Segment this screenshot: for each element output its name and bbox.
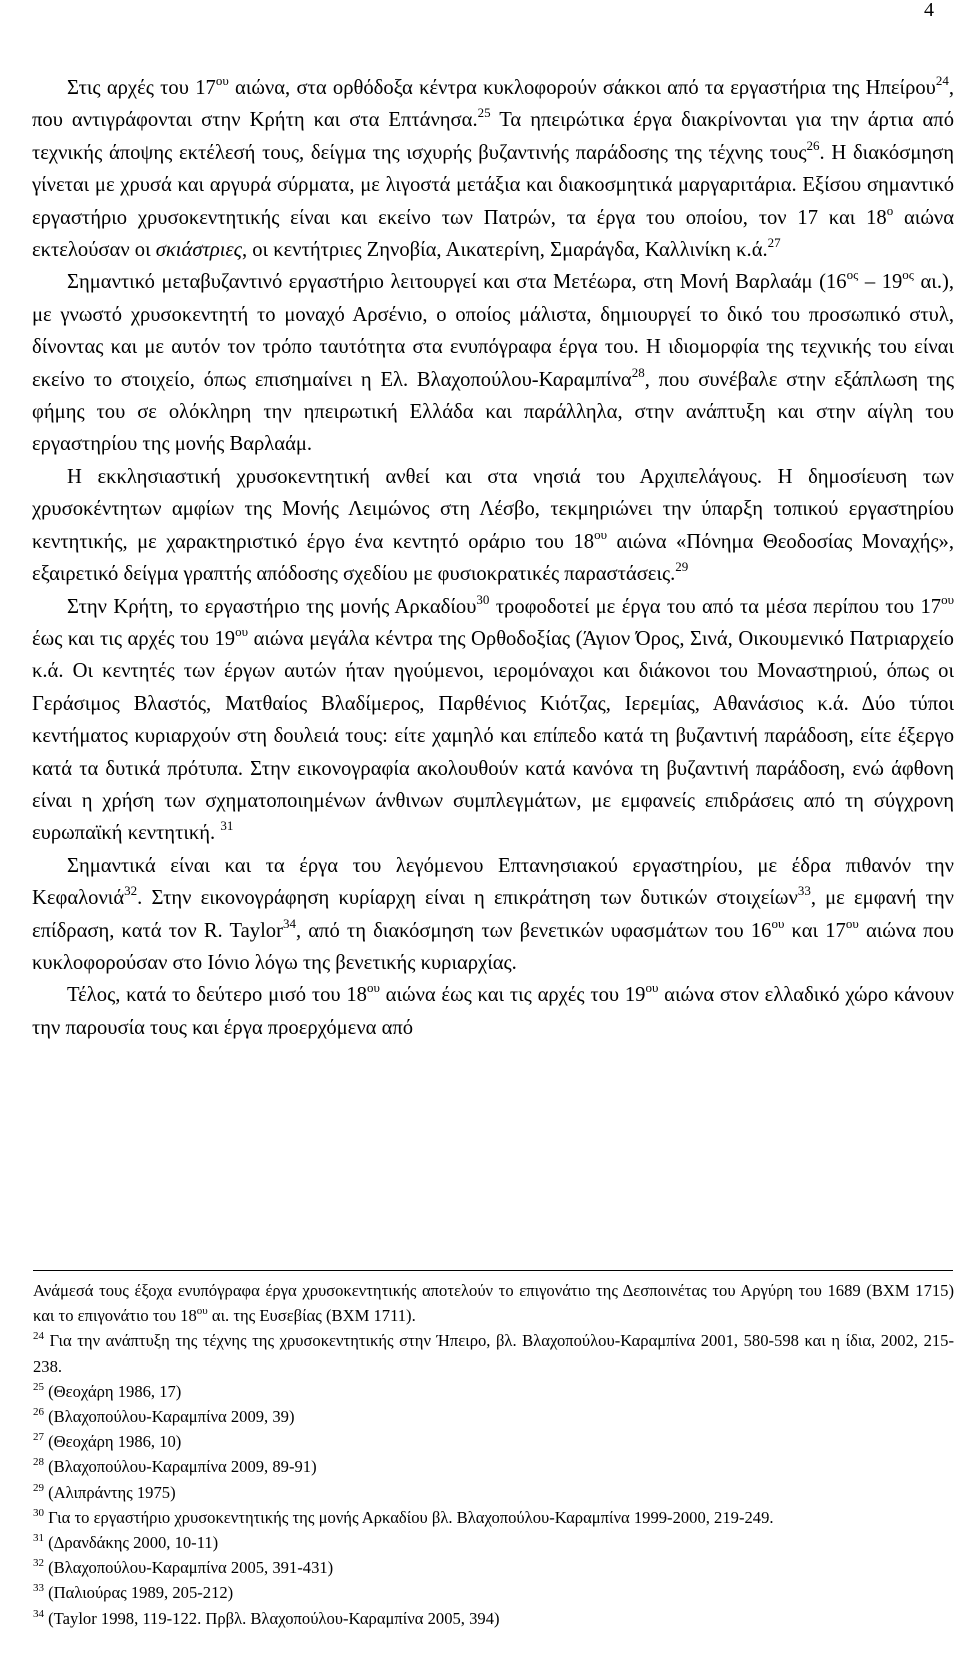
text-run: (Θεοχάρη 1986, 10) (44, 1432, 182, 1452)
text-run: (Αλιπράντης 1975) (44, 1482, 176, 1502)
text-run: αιώνα «Πόνημα Θεοδοσίας Μοναχής», εξαιρετικό δείγμα γραπτής απόδοσης σχεδίου με φυσιοκρατικές παραστάσεις. (32, 530, 954, 586)
footnote-ref: 33 (797, 883, 811, 899)
text-run: αι.), με γνωστό χρυσοκεντητή το μοναχό Αρσένιο, ο οποίος μάλιστα, δημιουργεί το δικό του προσωπικό στυλ, δίνοντας και με αυτόν τον τρόπο ταυτότητα στα ενυπόγραφα έργα του. Η ιδιομορφία της τεχνικής του είναι εκείνο το στοιχείο, όπως επισημαίνει η Ελ. Βλαχοπούλου-Καραμπίνα (32, 271, 955, 391)
footnote-ref: ου (645, 980, 659, 996)
footnote-ref: ου (941, 591, 954, 607)
paragraph (32, 979, 954, 1044)
footnote-ref: 25 (33, 1380, 44, 1393)
footnotes (33, 1278, 954, 1631)
footnote-ref: 32 (124, 883, 138, 899)
text-run: αιώνα, στα ορθόδοξα κέντρα κυκλοφορούν σάκκοι από τα εργαστήρια της Ηπείρου (228, 77, 936, 99)
footnote-ref: ου (215, 73, 229, 88)
text-run: έως και τις αρχές του 19 (32, 627, 236, 650)
text-run: (Βλαχοπούλου-Καραμπίνα 2005, 391-431) (44, 1558, 334, 1578)
text-run: Η εκκλησιαστική χρυσοκεντητική ανθεί και στα νησιά του Αρχιπελάγους. Η δημοσίευση των χρυσοκέντητων αμφίων της Μονής Λειμώνος στη Λέσβο, τεκμηριώνει την ύπαρξη τοπικού εργαστηρίου κεντητικής, με χαρακτηριστικό έργο ένα κεντητό οράριο του 18 (32, 465, 954, 553)
text-run: (Παλιούρας 1989, 205-212) (44, 1583, 234, 1603)
text-run: Για την ανάπτυξη της τέχνης της χρυσοκεντητικής στην Ήπειρο, βλ. Βλαχοπούλου-Καραμπίνα 2001, 580-598 και η ίδια, 2002, 215-238. (33, 1331, 954, 1376)
footnote-ref: 29 (33, 1481, 44, 1494)
footnote (33, 1454, 954, 1479)
footnote-ref: 24 (33, 1330, 44, 1343)
text-run: Ανάμεσά τους έξοχα ενυπόγραφα έργα χρυσοκεντητικής αποτελούν το επιγονάτιο της Δεσποινέτας του Αργύρη του 1689 (ΒΧΜ 1715) και το επιγονάτιο του 18 (33, 1281, 954, 1326)
footnote (33, 1328, 954, 1378)
text-run: Τα ηπειρώτικα έργα διακρίνονται για την άρτια από τεχνικής άποψης εκτέλεσή τους, δείγμα της ισχυρής βυζαντινής παράδοσης της τέχνης τους (32, 109, 954, 164)
footnote-ref: ου (771, 915, 785, 931)
body-text (32, 72, 954, 1044)
footnote-ref: 30 (33, 1506, 44, 1519)
text-run: , από τη διακόσμηση των βενετικών υφασμάτων του 16 (295, 919, 772, 942)
text-run: αιώνα έως και τις αρχές του 19 (379, 984, 646, 1007)
text-run: Στην Κρήτη, το εργαστήριο της μονής Αρκαδίου (67, 595, 477, 618)
paragraph (32, 266, 954, 460)
footnote-ref: 34 (33, 1607, 44, 1620)
footnote (33, 1278, 954, 1328)
footnote (33, 1404, 954, 1429)
footnote (33, 1480, 954, 1505)
footnote-ref: ου (845, 915, 859, 931)
text-run: , που συνέβαλε στην εξάπλωση της φήμης του σε ολόκληρη την ηπειρωτική Ελλάδα και παράλληλα, στην ανάπτυξη και στην αίγλη του εργαστηρίου της μονής Βαρλαάμ. (32, 368, 954, 456)
paragraph (32, 72, 954, 266)
footnote-ref: 31 (33, 1532, 44, 1545)
text-run: αιώνα που κυκλοφορούσαν στο Ιόνιο λόγω της βενετικής κυριαρχίας. (32, 919, 954, 974)
footnote (33, 1530, 954, 1555)
text-run: (Βλαχοπούλου-Καραμπίνα 2009, 89-91) (44, 1457, 317, 1477)
text-run: , οι κεντήτριες Ζηνοβία, Αικατερίνη, Σμαράγδα, Καλλινίκη κ.ά. (241, 239, 768, 262)
text-run: . Η διακόσμηση γίνεται με χρυσά και αργυρά σύρματα, με λιγοστά μετάξια και διακοσμητικά μαργαριτάρια. Εξίσου σημαντικό εργαστήριο χρυσοκεντητικής είναι και εκείνο των Πατρών, τα έργα του οποίου, τον 17 και 18 (32, 141, 954, 229)
text-run: (Θεοχάρη 1986, 17) (44, 1381, 182, 1401)
italic-text: σκιάστριες (155, 239, 242, 262)
text-run: . Στην εικονογράφηση κυρίαρχη είναι η επικράτηση των δυτικών στοιχείων (137, 887, 798, 910)
paragraph (32, 461, 954, 591)
footnote-ref: ου (196, 1305, 208, 1318)
footnote-ref: 30 (476, 591, 490, 607)
text-run: , που αντιγράφονται στην Κρήτη και στα Επτάνησα. (32, 77, 954, 132)
footnote-ref: 29 (675, 559, 689, 575)
footnote (33, 1505, 954, 1530)
footnote (33, 1429, 954, 1454)
text-run: Στις αρχές του 17 (67, 77, 216, 99)
footnote-ref: 24 (935, 73, 949, 88)
footnote-ref: ος (846, 267, 859, 283)
text-run: (Δρανδάκης 2000, 10-11) (44, 1533, 219, 1553)
text-run: αιώνα εκτελούσαν οι (32, 206, 955, 262)
text-run: (Taylor 1998, 119-122. Πρβλ. Βλαχοπούλου-Καραμπίνα 2005, 394) (44, 1608, 500, 1628)
footnote-ref: 32 (33, 1557, 44, 1570)
footnote-ref: 26 (33, 1406, 44, 1419)
text-run: Σημαντικό μεταβυζαντινό εργαστήριο λειτουργεί και στα Μετέωρα, στη Μονή Βαρλαάμ (16 (67, 271, 847, 294)
footnote-ref: ο (886, 202, 894, 218)
text-run: (Βλαχοπούλου-Καραμπίνα 2009, 39) (44, 1407, 295, 1427)
text-run: και 17 (784, 919, 846, 942)
footnote-separator (33, 1270, 953, 1271)
footnote-ref: 28 (33, 1456, 44, 1469)
text-run: Για το εργαστήριο χρυσοκεντητικής της μονής Αρκαδίου βλ. Βλαχοπούλου-Καραμπίνα 1999-2000, 219-249. (44, 1507, 774, 1527)
footnote-ref: 27 (33, 1431, 44, 1444)
footnote-ref: ος (902, 267, 914, 283)
text-run: αιώνα στον ελλαδικό χώρο κάνουν την παρουσία τους και έργα προερχόμενα από (32, 984, 954, 1039)
footnote-ref: ου (235, 623, 248, 639)
page-number: 4 (924, 0, 934, 21)
footnote-ref: 31 (220, 818, 234, 834)
footnote-ref: ου (594, 526, 608, 542)
footnote (33, 1379, 954, 1404)
text-run: τροφοδοτεί με έργα του από τα μέσα περίπου του 17 (489, 595, 942, 618)
text-run: , με εμφανή την επίδραση, κατά τον R. Taylor (32, 887, 954, 942)
footnote-ref: 25 (477, 105, 491, 121)
paragraph (32, 591, 954, 850)
footnote-ref: 34 (282, 915, 296, 931)
footnote-ref: 27 (767, 235, 781, 251)
footnote (33, 1580, 954, 1605)
text-run: Σημαντικά είναι και τα έργα του λεγόμενου Επτανησιακού εργαστηρίου, με έδρα πιθανόν την Κεφαλονιά (32, 854, 954, 910)
paragraph (32, 850, 954, 980)
footnote (33, 1555, 954, 1580)
text-run: αιώνα μεγάλα κέντρα της Ορθοδοξίας (Άγιον Όρος, Σινά, Οικουμενικό Πατριαρχείο κ.ά. Οι κεντητές των έργων αυτών ήταν ηγούμενοι, ιερομόναχοι και διάκονοι του Μοναστηριού, όπως οι Γεράσιμος Βλαστός, Ματθαίος Βλαδίμερος, Παρθένιος Κιότζας, Ιερεμίας, Αθανάσιος κ.ά. Δύο τύποι κεντήματος κυριαρχούν στη δουλειά τους: είτε χαμηλό και επίπεδο κατά τη βυζαντινή παράδοση, είτε έξεργο κατά τα δυτικά πρότυπα. Στην εικονογραφία ακολουθούν κατά κανόνα τη βυζαντινή παράδοση, ενώ άφθονη είναι η χρήση των σχηματοποιημένων άνθινων συμπλεγμάτων, με εμφανείς επιδράσεις από τη σύγχρονη ευρωπαϊκή κεντητική. (32, 627, 954, 845)
footnote-ref: 28 (631, 364, 645, 380)
text-run: Τέλος, κατά το δεύτερο μισό του 18 (67, 984, 367, 1007)
footnote-ref: ου (366, 980, 380, 996)
text-run: – 19 (858, 271, 903, 294)
footnote-ref: 26 (806, 137, 820, 153)
text-run: αι. της Ευσεβίας (ΒΧΜ 1711). (207, 1306, 416, 1326)
footnote-ref: 33 (33, 1582, 44, 1595)
footnote (33, 1606, 954, 1631)
